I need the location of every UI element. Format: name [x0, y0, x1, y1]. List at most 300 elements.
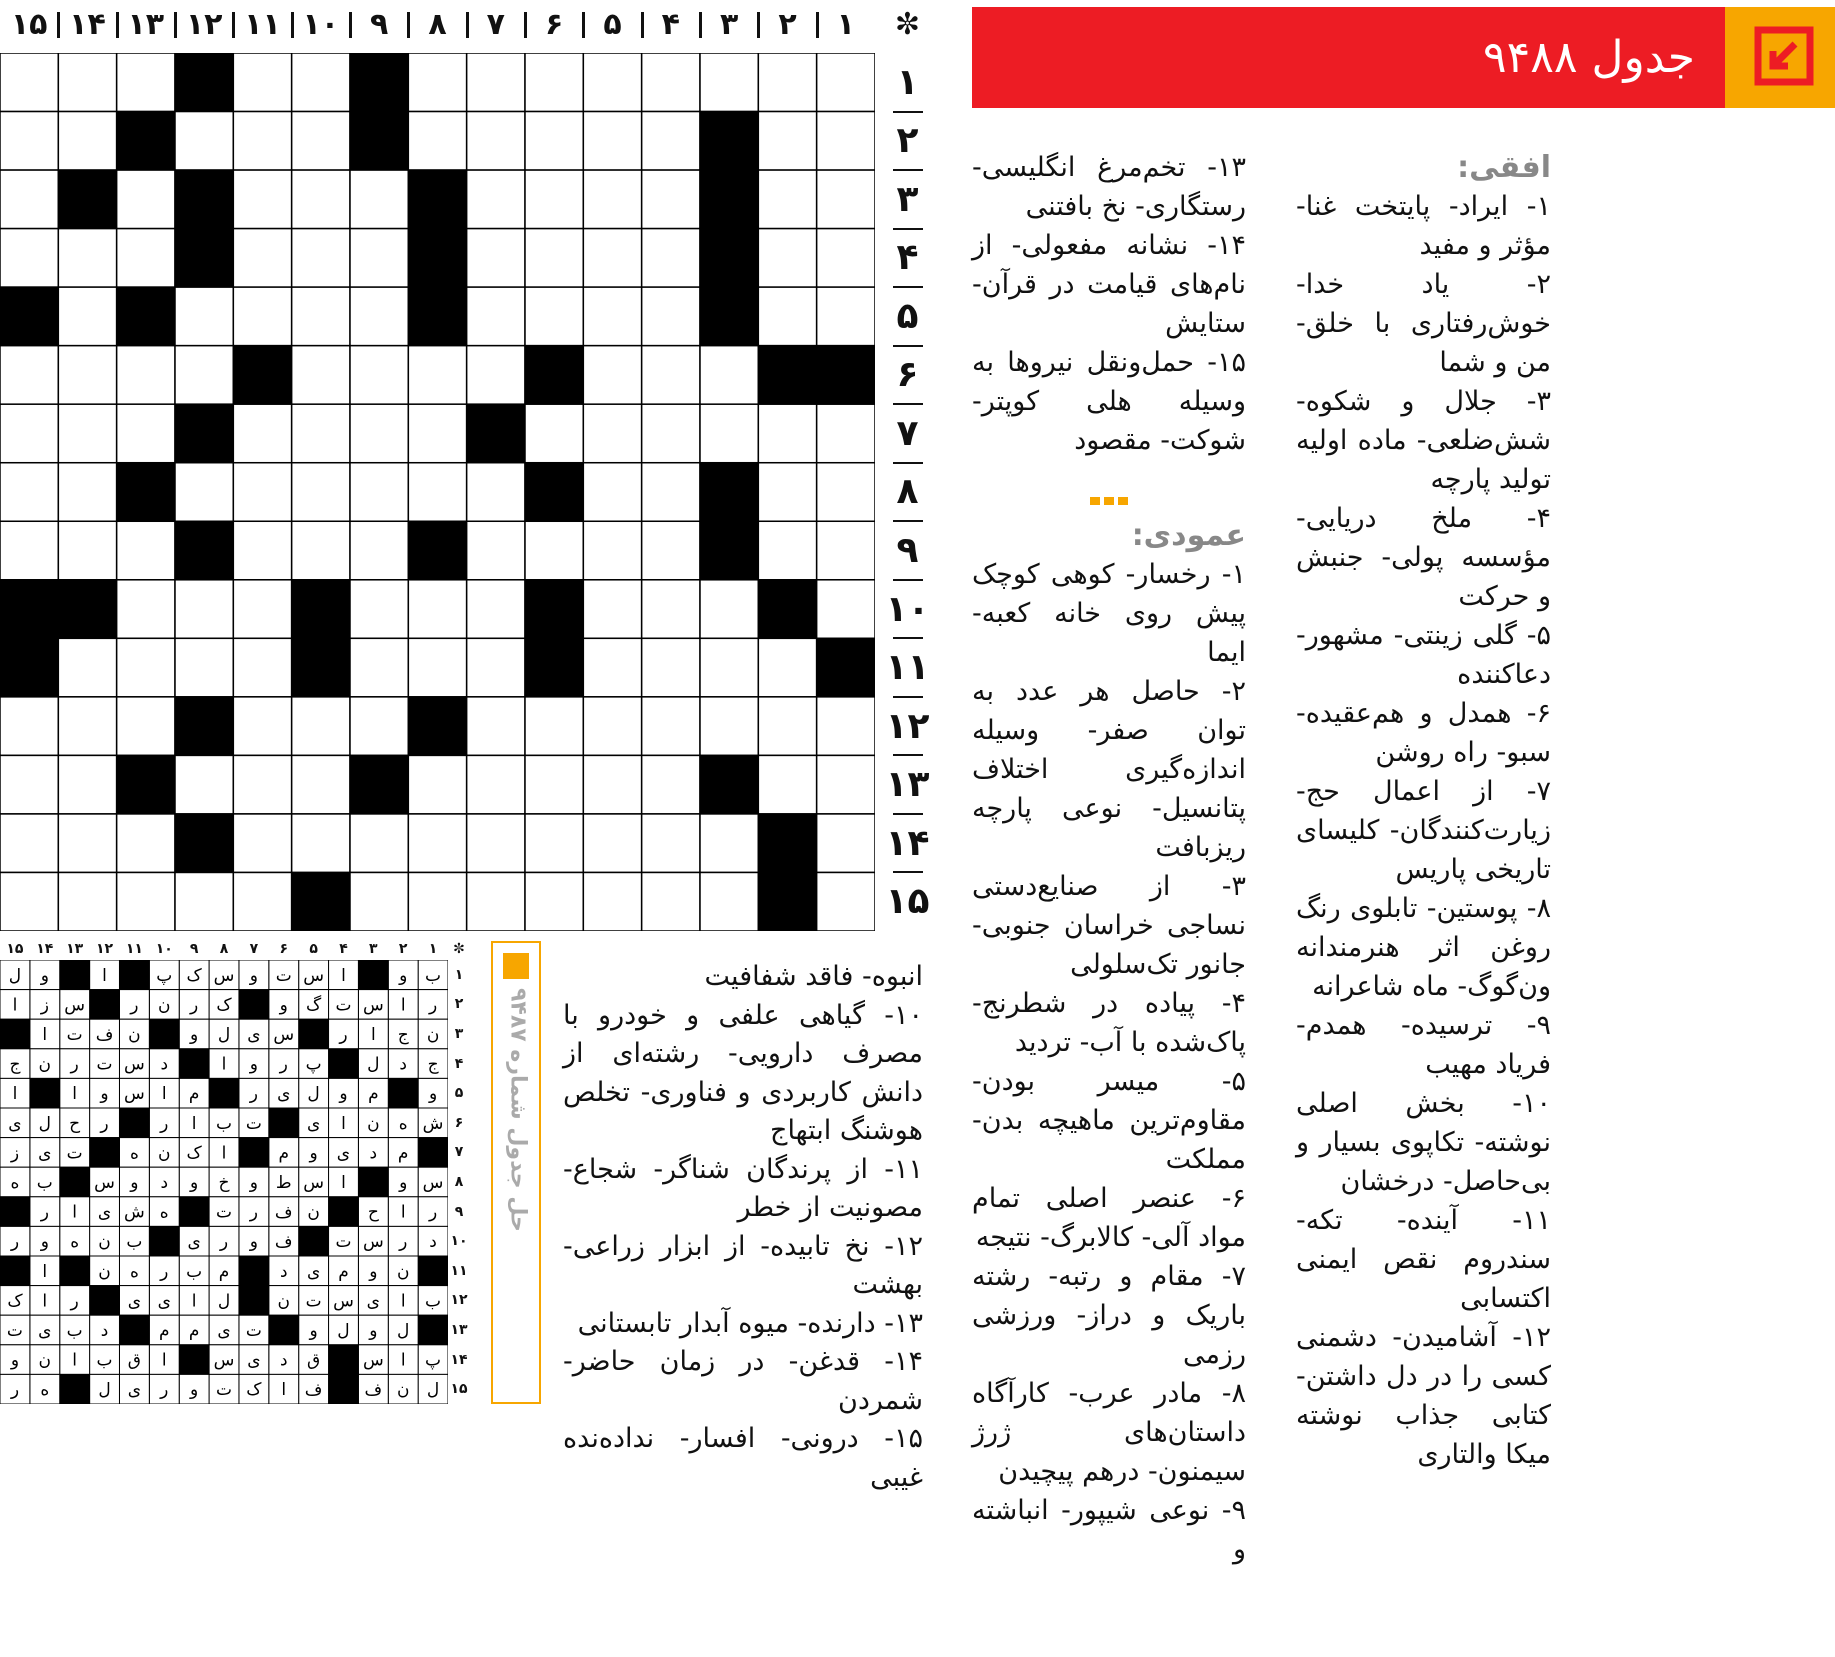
grid-cell[interactable]: [233, 872, 291, 931]
grid-cell[interactable]: [292, 346, 350, 405]
grid-cell[interactable]: [467, 697, 525, 756]
grid-cell[interactable]: [467, 638, 525, 697]
grid-cell[interactable]: [817, 814, 875, 873]
grid-cell[interactable]: [525, 521, 583, 580]
grid-cell[interactable]: [700, 638, 758, 697]
grid-cell[interactable]: [58, 755, 116, 814]
grid-cell[interactable]: [233, 580, 291, 639]
solution-letter: ف: [274, 1232, 293, 1253]
grid-cell-black: [292, 580, 350, 639]
solution-letter: ل: [217, 1291, 231, 1312]
grid-cell[interactable]: [350, 814, 408, 873]
horizontal-clue: ۷- از اعمال حج- زیارت‌کنندگان- کلیسای تاریخی پاریس: [1296, 776, 1551, 885]
horizontal-clue: ۶- همدل و هم‌عقیده- سبو- راه روشن: [1296, 698, 1551, 768]
row-number: ۷: [896, 412, 919, 454]
solution-letter: ن: [128, 1025, 141, 1045]
grid-cell[interactable]: [467, 53, 525, 112]
grid-cell[interactable]: [467, 814, 525, 873]
grid-cell[interactable]: [117, 814, 175, 873]
grid-cell[interactable]: [58, 872, 116, 931]
solution-letter: ت: [66, 1143, 83, 1164]
grid-cell[interactable]: [525, 697, 583, 756]
grid-cell[interactable]: [117, 697, 175, 756]
grid-cell[interactable]: [233, 287, 291, 346]
grid-cell[interactable]: [817, 287, 875, 346]
solution-letter: ر: [428, 1202, 438, 1223]
grid-cell[interactable]: [0, 697, 58, 756]
grid-cell[interactable]: [758, 404, 816, 463]
grid-cell[interactable]: [292, 53, 350, 112]
grid-cell[interactable]: [0, 346, 58, 405]
solution-letter: ر: [339, 1025, 348, 1045]
horizontal-clue: ۱۲- آشامیدن- دشمنی کسی را در دل داشتن- کتابی جذاب نوشته میکا والتاری: [1296, 1322, 1551, 1470]
grid-cell[interactable]: [117, 53, 175, 112]
grid-cell[interactable]: [758, 638, 816, 697]
grid-cell[interactable]: [233, 404, 291, 463]
column-separator: [291, 12, 294, 38]
grid-cell[interactable]: [292, 755, 350, 814]
grid-cell[interactable]: [0, 814, 58, 873]
grid-cell[interactable]: [350, 287, 408, 346]
grid-cell[interactable]: [525, 229, 583, 288]
solution-letter: ف: [274, 1202, 293, 1223]
grid-cell[interactable]: [467, 463, 525, 522]
grid-cell[interactable]: [467, 755, 525, 814]
grid-cell[interactable]: [233, 463, 291, 522]
solution-letter: و: [190, 1025, 199, 1045]
grid-cell[interactable]: [233, 112, 291, 171]
grid-cell[interactable]: [58, 814, 116, 873]
grid-cell[interactable]: [408, 814, 466, 873]
solution-cell-black: [179, 1197, 209, 1227]
clues-column-middle: [972, 148, 1246, 1569]
grid-cell[interactable]: [292, 112, 350, 171]
vertical-clue: ۱۳- دارنده- میوه آبدار تابستانی: [577, 1307, 923, 1339]
grid-cell[interactable]: [58, 697, 116, 756]
solution-cell-black: [418, 1138, 448, 1168]
grid-cell[interactable]: [58, 404, 116, 463]
solution-letter: ی: [38, 1321, 52, 1341]
solution-letter: ر: [160, 1380, 169, 1401]
grid-cell[interactable]: [350, 697, 408, 756]
solution-letter: ب: [96, 1350, 113, 1371]
grid-cell[interactable]: [642, 229, 700, 288]
column-separator: [232, 12, 235, 38]
grid-cell[interactable]: [817, 872, 875, 931]
grid-cell[interactable]: [467, 872, 525, 931]
grid-cell[interactable]: [408, 463, 466, 522]
grid-cell-black: [0, 580, 58, 639]
grid-cell[interactable]: [642, 755, 700, 814]
grid-cell[interactable]: [700, 53, 758, 112]
solution-cell-black: [60, 1167, 90, 1197]
grid-cell[interactable]: [117, 521, 175, 580]
grid-cell[interactable]: [350, 521, 408, 580]
grid-cell[interactable]: [758, 463, 816, 522]
grid-cell[interactable]: [408, 346, 466, 405]
solution-row-number: ۳: [454, 1025, 464, 1042]
grid-cell-black: [758, 814, 816, 873]
solution-letter: د: [429, 1232, 437, 1253]
grid-cell[interactable]: [175, 346, 233, 405]
grid-cell-black: [175, 814, 233, 873]
grid-cell[interactable]: [292, 463, 350, 522]
grid-cell[interactable]: [0, 112, 58, 171]
grid-cell[interactable]: [817, 112, 875, 171]
grid-cell-black: [700, 170, 758, 229]
solution-letter: ب: [425, 965, 442, 986]
grid-cell[interactable]: [58, 229, 116, 288]
grid-cell[interactable]: [175, 638, 233, 697]
grid-cell[interactable]: [408, 755, 466, 814]
solution-row-number: ۱۲: [450, 1292, 468, 1309]
grid-cell[interactable]: [350, 404, 408, 463]
grid-cell[interactable]: [700, 404, 758, 463]
solution-letter: ا: [72, 1350, 78, 1371]
solution-letter: ر: [249, 1084, 258, 1105]
grid-cell[interactable]: [525, 287, 583, 346]
grid-cell[interactable]: [408, 638, 466, 697]
column-separator: [582, 12, 585, 38]
grid-cell[interactable]: [233, 170, 291, 229]
row-separator: [893, 520, 923, 522]
grid-cell[interactable]: [0, 229, 58, 288]
solution-letter: س: [333, 1291, 354, 1312]
grid-cell-black: [58, 170, 116, 229]
grid-cell[interactable]: [350, 580, 408, 639]
column-number: ۱۲: [185, 6, 223, 42]
grid-cell[interactable]: [467, 112, 525, 171]
grid-cell[interactable]: [817, 404, 875, 463]
grid-cell[interactable]: [583, 872, 641, 931]
grid-cell[interactable]: [292, 404, 350, 463]
grid-cell[interactable]: [117, 872, 175, 931]
column-number: ۲: [778, 6, 797, 42]
grid-cell[interactable]: [642, 638, 700, 697]
column-separator: [757, 12, 760, 38]
solution-letter: و: [399, 1173, 408, 1193]
solution-letter: م: [368, 1084, 379, 1105]
grid-cell[interactable]: [292, 521, 350, 580]
grid-cell[interactable]: [758, 521, 816, 580]
solution-row-number: ۸: [454, 1173, 464, 1190]
grid-cell-black: [233, 346, 291, 405]
grid-cell[interactable]: [758, 287, 816, 346]
column-number: ۶: [545, 6, 564, 42]
solution-letter: د: [399, 1054, 407, 1075]
grid-cell[interactable]: [467, 580, 525, 639]
solution-letter: ی: [247, 1350, 261, 1371]
grid-cell[interactable]: [233, 53, 291, 112]
grid-cell[interactable]: [0, 404, 58, 463]
grid-cell-black: [175, 404, 233, 463]
grid-cell[interactable]: [292, 697, 350, 756]
grid-cell[interactable]: [700, 872, 758, 931]
solution-letter: ل: [8, 965, 22, 986]
solution-letter: ه: [129, 1261, 139, 1282]
solution-letter: ی: [38, 1143, 52, 1164]
column-separator: [174, 12, 177, 38]
grid-cell[interactable]: [408, 112, 466, 171]
grid-cell[interactable]: [583, 53, 641, 112]
solution-cell-black: [239, 990, 269, 1020]
solution-letter: ن: [38, 1054, 52, 1075]
grid-cell[interactable]: [58, 638, 116, 697]
grid-cell[interactable]: [700, 697, 758, 756]
solution-row-number: ۷: [454, 1144, 464, 1161]
grid-cell[interactable]: [233, 697, 291, 756]
grid-cell-black: [117, 755, 175, 814]
grid-cell[interactable]: [175, 755, 233, 814]
solution-cell-black: [119, 1315, 149, 1345]
grid-cell[interactable]: [292, 229, 350, 288]
grid-cell[interactable]: [467, 346, 525, 405]
solution-letter: ح: [367, 1202, 379, 1223]
grid-cell[interactable]: [350, 229, 408, 288]
solution-column-number: ۲: [398, 941, 408, 957]
grid-cell[interactable]: [583, 287, 641, 346]
grid-cell[interactable]: [583, 404, 641, 463]
solution-row-number: ۱۳: [450, 1321, 468, 1338]
main-row-labels: [880, 53, 935, 931]
grid-cell[interactable]: [817, 580, 875, 639]
solution-column-number: ۱۳: [66, 941, 84, 957]
grid-cell[interactable]: [700, 580, 758, 639]
grid-cell[interactable]: [0, 521, 58, 580]
grid-cell[interactable]: [117, 638, 175, 697]
solution-letter: س: [303, 1173, 324, 1193]
grid-cell[interactable]: [0, 872, 58, 931]
column-number: ۱۳: [127, 6, 165, 42]
grid-cell[interactable]: [117, 170, 175, 229]
column-number: ۸: [428, 6, 447, 42]
grid-cell[interactable]: [233, 229, 291, 288]
grid-cell[interactable]: [758, 53, 816, 112]
grid-cell[interactable]: [175, 463, 233, 522]
grid-cell[interactable]: [233, 814, 291, 873]
grid-cell[interactable]: [642, 872, 700, 931]
vertical-clue: ۱۴- قدغن- در زمان حاضر- شمردن: [563, 1346, 923, 1416]
vertical-heading: عمودی:: [1131, 518, 1246, 553]
row-number: ۱: [896, 61, 919, 103]
grid-cell[interactable]: [467, 287, 525, 346]
grid-cell-black: [0, 287, 58, 346]
grid-cell-black: [408, 697, 466, 756]
solution-cell-black: [60, 960, 90, 990]
solution-letter: ت: [335, 1232, 352, 1253]
grid-cell[interactable]: [58, 112, 116, 171]
grid-cell[interactable]: [817, 463, 875, 522]
solution-cell-black: [239, 1138, 269, 1168]
grid-cell[interactable]: [350, 463, 408, 522]
grid-cell[interactable]: [467, 229, 525, 288]
solution-letter: ن: [426, 1025, 440, 1045]
grid-cell[interactable]: [758, 697, 816, 756]
grid-cell[interactable]: [525, 170, 583, 229]
grid-cell[interactable]: [642, 112, 700, 171]
grid-cell[interactable]: [117, 404, 175, 463]
grid-cell[interactable]: [292, 287, 350, 346]
grid-cell[interactable]: [0, 463, 58, 522]
grid-cell[interactable]: [642, 53, 700, 112]
solution-letter: پ: [156, 965, 173, 986]
grid-cell[interactable]: [350, 638, 408, 697]
grid-cell-black: [292, 638, 350, 697]
grid-cell[interactable]: [817, 229, 875, 288]
grid-cell[interactable]: [117, 229, 175, 288]
solution-letter: ا: [400, 995, 406, 1016]
grid-cell[interactable]: [583, 346, 641, 405]
grid-cell[interactable]: [817, 755, 875, 814]
grid-cell[interactable]: [583, 638, 641, 697]
grid-cell[interactable]: [525, 53, 583, 112]
grid-cell[interactable]: [408, 580, 466, 639]
grid-cell[interactable]: [758, 112, 816, 171]
grid-cell[interactable]: [817, 697, 875, 756]
solution-letter: ا: [400, 1202, 406, 1223]
grid-cell[interactable]: [350, 872, 408, 931]
grid-cell[interactable]: [175, 112, 233, 171]
grid-cell[interactable]: [642, 814, 700, 873]
grid-cell-black: [758, 580, 816, 639]
solution-column-number: ۱۵: [6, 941, 24, 957]
grid-cell[interactable]: [117, 346, 175, 405]
grid-cell[interactable]: [583, 580, 641, 639]
solution-row-number: ۱۵: [450, 1381, 468, 1398]
grid-cell[interactable]: [233, 638, 291, 697]
grid-cell[interactable]: [700, 346, 758, 405]
grid-cell[interactable]: [583, 755, 641, 814]
grid-cell[interactable]: [467, 521, 525, 580]
grid-cell[interactable]: [175, 580, 233, 639]
solution-letter: ل: [217, 1025, 231, 1045]
row-separator: [893, 813, 923, 815]
grid-cell[interactable]: [642, 346, 700, 405]
grid-cell[interactable]: [525, 814, 583, 873]
grid-cell[interactable]: [583, 112, 641, 171]
grid-cell[interactable]: [525, 404, 583, 463]
grid-cell[interactable]: [583, 697, 641, 756]
grid-cell[interactable]: [350, 346, 408, 405]
grid-cell[interactable]: [758, 229, 816, 288]
solution-letter: ی: [8, 1113, 22, 1134]
vertical-clue: ۱۲- نخ تابیده- از ابزار زراعی- بهشت: [563, 1230, 923, 1300]
grid-cell[interactable]: [233, 521, 291, 580]
grid-cell[interactable]: [58, 521, 116, 580]
solution-letter: ی: [277, 1084, 291, 1105]
grid-cell[interactable]: [58, 346, 116, 405]
grid-cell[interactable]: [117, 580, 175, 639]
grid-cell[interactable]: [350, 170, 408, 229]
grid-cell[interactable]: [408, 872, 466, 931]
grid-cell[interactable]: [58, 463, 116, 522]
grid-cell[interactable]: [642, 170, 700, 229]
column-number: ۱۰: [302, 6, 340, 42]
grid-cell[interactable]: [642, 697, 700, 756]
solution-letter: و: [369, 1261, 378, 1282]
grid-cell[interactable]: [408, 53, 466, 112]
grid-cell[interactable]: [175, 287, 233, 346]
grid-cell[interactable]: [175, 872, 233, 931]
row-number: ۱۱: [885, 647, 930, 689]
grid-cell[interactable]: [583, 463, 641, 522]
solution-cell-black: [239, 1286, 269, 1316]
grid-cell[interactable]: [0, 53, 58, 112]
solution-cell-black: [179, 1049, 209, 1079]
grid-cell[interactable]: [583, 814, 641, 873]
grid-cell[interactable]: [583, 521, 641, 580]
grid-cell-black: [408, 287, 466, 346]
solution-row-number: ۹: [454, 1203, 464, 1220]
solution-letter: ک: [186, 1143, 202, 1164]
vertical-clue: ۳- از صنایع‌دستی نساجی خراسان جنوبی- جانور تک‌سلولی: [972, 871, 1246, 980]
solution-cell-black: [119, 1108, 149, 1138]
solution-letter: ت: [245, 1113, 262, 1134]
horizontal-clue: ۹- ترسیده- همدم- فریاد مهیب: [1296, 1010, 1551, 1080]
grid-cell[interactable]: [642, 521, 700, 580]
solution-row-number: ۶: [454, 1114, 464, 1131]
grid-cell[interactable]: [758, 755, 816, 814]
row-number: ۶: [896, 354, 919, 396]
grid-cell[interactable]: [583, 229, 641, 288]
row-separator: [893, 462, 923, 464]
grid-cell[interactable]: [58, 287, 116, 346]
grid-cell[interactable]: [0, 755, 58, 814]
row-separator: [893, 345, 923, 347]
grid-cell[interactable]: [292, 814, 350, 873]
solution-letter: ن: [98, 1261, 111, 1282]
solution-letter: ا: [12, 995, 18, 1016]
solution-letter: ه: [10, 1173, 20, 1193]
grid-cell[interactable]: [525, 112, 583, 171]
grid-cell[interactable]: [700, 814, 758, 873]
solution-column-number: ۴: [339, 941, 348, 957]
grid-cell[interactable]: [817, 53, 875, 112]
row-number: ۸: [896, 471, 919, 513]
grid-cell-black: [350, 755, 408, 814]
row-separator: [893, 403, 923, 405]
grid-cell[interactable]: [642, 463, 700, 522]
column-number: ۴: [661, 6, 680, 42]
grid-cell[interactable]: [525, 872, 583, 931]
grid-cell[interactable]: [758, 170, 816, 229]
column-number: ۱۱: [244, 6, 281, 42]
grid-cell[interactable]: [292, 170, 350, 229]
grid-cell[interactable]: [233, 755, 291, 814]
grid-cell[interactable]: [642, 580, 700, 639]
grid-cell[interactable]: [583, 170, 641, 229]
solution-letter: ا: [42, 1025, 48, 1045]
solution-letter: م: [338, 1261, 349, 1282]
row-number: ۱۳: [885, 764, 930, 806]
grid-cell[interactable]: [408, 404, 466, 463]
solution-letter: س: [303, 965, 324, 986]
grid-cell[interactable]: [642, 404, 700, 463]
solution-cell-black: [0, 1256, 30, 1286]
grid-cell[interactable]: [467, 170, 525, 229]
grid-cell[interactable]: [0, 170, 58, 229]
grid-cell-black: [758, 346, 816, 405]
solution-letter: ی: [366, 1291, 380, 1312]
grid-cell[interactable]: [817, 521, 875, 580]
solution-letter: ج: [397, 1025, 409, 1045]
vertical-clue: ۴- پیاده در شطرنج- پاک‌شده با آب- تردید: [972, 988, 1246, 1058]
grid-cell[interactable]: [58, 53, 116, 112]
grid-cell[interactable]: [525, 755, 583, 814]
grid-cell[interactable]: [817, 170, 875, 229]
grid-cell[interactable]: [642, 287, 700, 346]
solution-cell-black: [299, 1019, 329, 1049]
